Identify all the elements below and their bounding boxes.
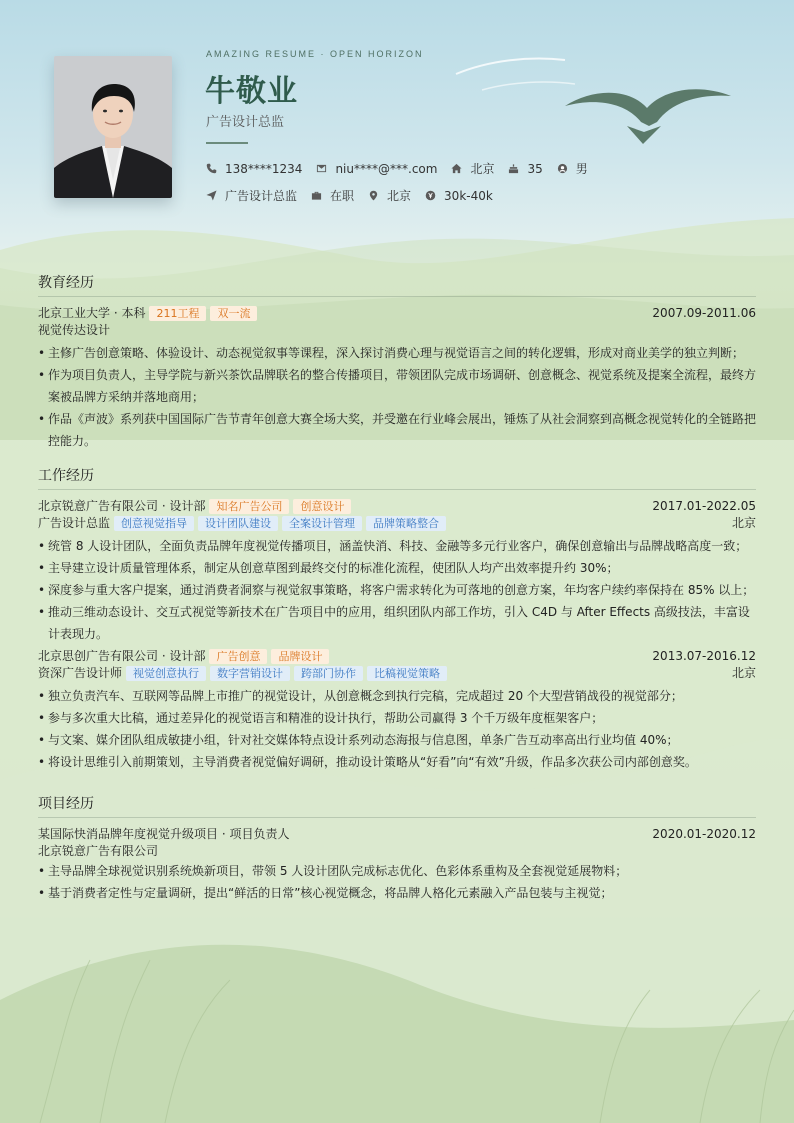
- title-divider: [206, 142, 248, 144]
- project-date: 2020.01-2020.12: [652, 827, 756, 841]
- job-position-row: [38, 665, 756, 682]
- project-name: 某国际快消品牌年度视觉升级项目 · 项目负责人: [38, 827, 290, 841]
- job-position-row: [38, 515, 756, 532]
- company-name: 北京锐意广告有限公司 · 设计部: [38, 499, 206, 513]
- project-entry-header: [38, 826, 756, 843]
- skill-tag: 品牌策略整合: [366, 516, 446, 531]
- gender-text: 男: [575, 162, 588, 176]
- company-tag: 广告创意: [209, 649, 267, 664]
- school-name: 北京工业大学 · 本科: [38, 306, 146, 320]
- education-bullets: [38, 342, 756, 452]
- education-major-row: [38, 322, 756, 339]
- job-entry-header: [38, 648, 756, 665]
- gender-icon: [557, 163, 568, 174]
- phone-item: [206, 162, 302, 176]
- email-text: niu****@***.com: [335, 161, 438, 176]
- education-date: 2007.09-2011.06: [652, 306, 756, 320]
- list-item: • 主导建立设计质量管理体系，制定从创意草图到最终交付的标准化流程，使团队人均产出效率提升约 30%；: [38, 557, 756, 579]
- salary-item: [425, 189, 493, 203]
- brand-tagline: AMAZING RESUME · OPEN HORIZON: [206, 49, 424, 59]
- home-item: [451, 160, 494, 177]
- profile-photo: [54, 56, 172, 198]
- list-item: • 与文案、媒介团队组成敏捷小组，针对社交媒体特点设计系列动态海报与信息图，单条广告互动率高出行业均值 40%；: [38, 729, 756, 751]
- email-item: [316, 162, 437, 176]
- job-intent-row: [206, 187, 507, 204]
- project-company-row: [38, 843, 756, 860]
- status-item: [311, 187, 354, 204]
- phone-icon: [206, 163, 217, 174]
- company-tag: 品牌设计: [271, 649, 329, 664]
- skill-tag: 数字营销设计: [210, 666, 290, 681]
- skill-tag: 跨部门协作: [294, 666, 363, 681]
- mail-icon: [316, 163, 327, 174]
- list-item: • 将设计思维引入前期策划，主导消费者视觉偏好调研，推动设计策略从“好看”向“有效”升级，作品多次获公司内部创意奖。: [38, 751, 756, 773]
- education-section: [38, 272, 756, 452]
- intent-position-item: [206, 187, 297, 204]
- age-text: 35: [527, 161, 543, 176]
- position-name: 广告设计总监: [38, 516, 111, 530]
- job-bullets: [38, 535, 756, 645]
- location-item: [368, 187, 411, 204]
- home-icon: [451, 163, 462, 174]
- list-item: • 作为项目负责人，主导学院与新兴茶饮品牌联名的整合传播项目，带领团队完成市场调研、创意概念、视觉系统及提案全流程，最终方案被品牌方采纳并落地商用；: [38, 364, 756, 408]
- projects-section: [38, 793, 756, 904]
- location-pin-icon: [368, 190, 379, 201]
- home-text: 北京: [470, 162, 495, 176]
- candidate-name: 牛敬业: [205, 74, 298, 109]
- skill-tag: 比稿视觉策略: [367, 666, 447, 681]
- company-name: 北京思创广告有限公司 · 设计部: [38, 649, 206, 663]
- work-section: [38, 465, 756, 773]
- job-entry-header: [38, 498, 756, 515]
- project-bullets: [38, 860, 756, 904]
- phone-text: 138****1234: [225, 161, 303, 176]
- list-item: • 参与多次重大比稿，通过差异化的视觉语言和精准的设计执行，帮助公司赢得 3 个千万级年度框架客户；: [38, 707, 756, 729]
- job-bullets: [38, 685, 756, 773]
- intent-position-text: 广告设计总监: [225, 189, 298, 203]
- school-tag: 211工程: [149, 306, 206, 321]
- education-heading: 教育经历: [38, 272, 756, 297]
- position-name: 资深广告设计师: [38, 666, 123, 680]
- list-item: • 推动三维动态设计、交互式视觉等新技术在广告项目中的应用，组织团队内部工作坊，引入 C4D 与 After Effects 高级技法，丰富设计表现力。: [38, 601, 756, 645]
- job-city: 北京: [731, 666, 756, 680]
- projects-heading: 项目经历: [38, 793, 756, 818]
- education-entry-header: [38, 305, 756, 322]
- cake-icon: [508, 163, 519, 174]
- salary-icon: [425, 190, 436, 201]
- skill-tag: 全案设计管理: [282, 516, 362, 531]
- bird-icon: [563, 82, 733, 148]
- person-portrait-icon: [54, 56, 172, 198]
- status-text: 在职: [330, 189, 355, 203]
- skill-tag: 视觉创意执行: [126, 666, 206, 681]
- project-company: 北京锐意广告有限公司: [38, 844, 159, 858]
- company-tag: 知名广告公司: [209, 499, 289, 514]
- skill-tag: 设计团队建设: [198, 516, 278, 531]
- list-item: • 独立负责汽车、互联网等品牌上市推广的视觉设计，从创意概念到执行完稿，完成超过 20 个大型营销战役的视觉部分；: [38, 685, 756, 707]
- candidate-title: 广告设计总监: [206, 115, 285, 130]
- list-item: • 深度参与重大客户提案，通过消费者洞察与视觉叙事策略，将客户需求转化为可落地的创意方案，年均客户续约率保持在 85% 以上；: [38, 579, 756, 601]
- list-item: • 主导品牌全球视觉识别系统焕新项目，带领 5 人设计团队完成标志优化、色彩体系重构及全套视觉延展物料；: [38, 860, 756, 882]
- major-name: 视觉传达设计: [38, 323, 111, 337]
- list-item: • 作品《声波》系列获中国国际广告节青年创意大赛全场大奖，并受邀在行业峰会展出，锤炼了从社会洞察到高概念视觉转化的全链路把控能力。: [38, 408, 756, 452]
- age-item: [508, 162, 542, 176]
- list-item: • 基于消费者定性与定量调研，提出“鲜活的日常”核心视觉概念，将品牌人格化元素融入产品包装与主视觉；: [38, 882, 756, 904]
- location-text: 北京: [387, 189, 412, 203]
- gender-item: [557, 160, 588, 177]
- job-date: 2013.07-2016.12: [652, 649, 756, 663]
- job-date: 2017.01-2022.05: [652, 499, 756, 513]
- send-icon: [206, 190, 217, 201]
- work-heading: 工作经历: [38, 465, 756, 490]
- company-tag: 创意设计: [293, 499, 351, 514]
- job-city: 北京: [731, 516, 756, 530]
- contact-info-row: [206, 160, 602, 177]
- salary-text: 30k-40k: [444, 188, 493, 203]
- list-item: • 主修广告创意策略、体验设计、动态视觉叙事等课程，深入探讨消费心理与视觉语言之间的转化逻辑，形成对商业美学的独立判断；: [38, 342, 756, 364]
- school-tag: 双一流: [210, 306, 257, 321]
- briefcase-icon: [311, 190, 322, 201]
- skill-tag: 创意视觉指导: [114, 516, 194, 531]
- list-item: • 统管 8 人设计团队，全面负责品牌年度视觉传播项目，涵盖快消、科技、金融等多元行业客户，确保创意输出与品牌战略高度一致；: [38, 535, 756, 557]
